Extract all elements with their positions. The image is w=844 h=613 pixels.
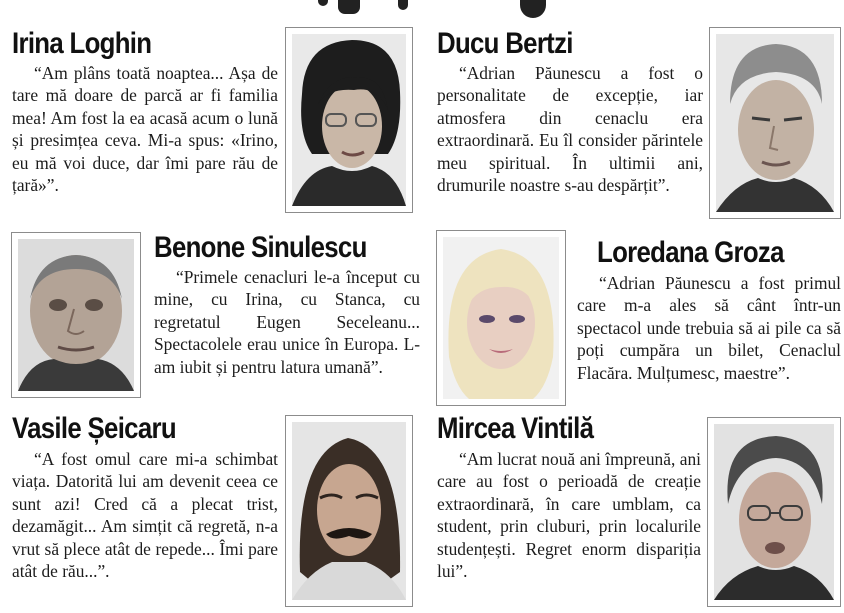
portrait-photo	[710, 28, 840, 218]
portrait-photo	[286, 28, 412, 212]
person-name: Loredana Groza	[597, 236, 784, 269]
person-name: Mircea Vintilă	[437, 412, 594, 445]
person-quote: “Am lucrat nouă ani împreună, ani care au fost o perioadă de creație extraordinară, în care umblam, ca student, prin cluburi, prin localurile studențești. Regret enorm dispariția lui”.	[437, 449, 701, 582]
person-quote: “Adrian Păunescu a fost o personalitate de excepție, iar atmosfera din cenaclu era extraordinară. Eu îl consider părintele meu spiritual. În ultimii ani, drumurile noastre s-au despărțit”.	[437, 63, 703, 196]
portrait-photo	[12, 233, 140, 397]
portrait-photo	[437, 231, 565, 405]
person-name: Vasile Șeicaru	[12, 412, 176, 445]
portrait-photo	[708, 418, 840, 606]
person-name: Irina Loghin	[12, 27, 152, 60]
person-name: Benone Sinulescu	[154, 231, 367, 264]
person-quote: “Am plâns toată noaptea... Așa de tare mă doare de parcă ar fi familia mea! Am fost la ea acasă acum o lună și presimțea ceva. Mi-a spus: «Irino, eu mă voi duce, dar îmi pare rău de țară»”.	[12, 63, 278, 196]
portrait-photo	[286, 416, 412, 606]
person-quote: “Primele cenacluri le-a început cu mine, cu Irina, cu Stanca, cu regretatul Eugen Seceleanu... Spectacolele erau unice în Europa. L-am iubit și pentru latura umană”.	[154, 267, 420, 377]
person-name: Ducu Bertzi	[437, 27, 573, 60]
person-quote: “Adrian Păunescu a fost primul care m-a ales să cânt într-un spectacol unde trebuia să ai pile ca să poți cumpăra un bilet, Cenaclul Flacăra. Mulțumesc, maestre”.	[577, 273, 841, 383]
person-quote: “A fost omul care mi-a schimbat viața. Datorită lui am devenit ceea ce sunt azi! Cred că a plecat trist, dezamăgit... Am simțit că regretă, n-a vrut să plece atât de repede... Îmi pare atât de rău...”.	[12, 449, 278, 582]
